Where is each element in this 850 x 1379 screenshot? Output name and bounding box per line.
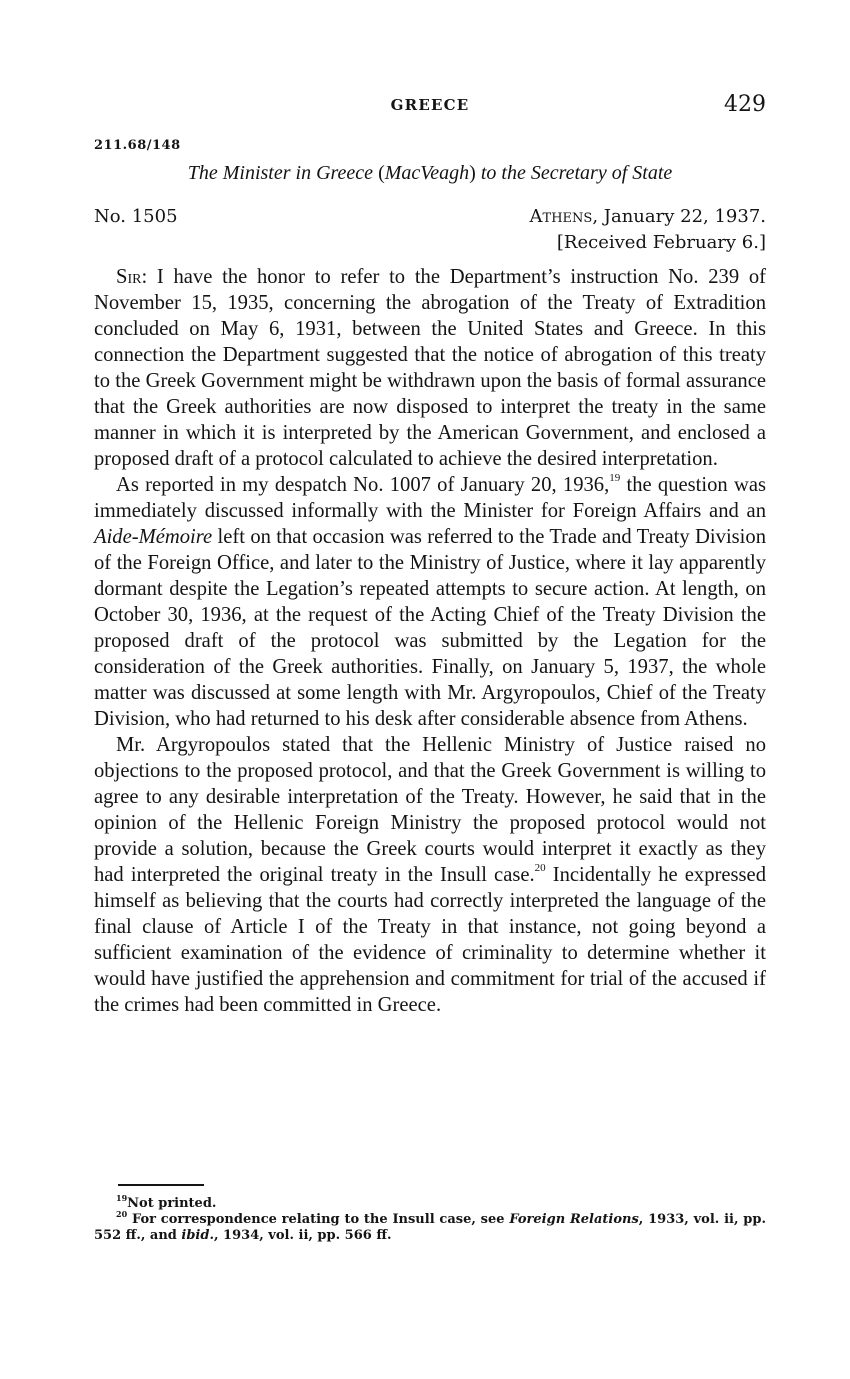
place-date [530, 206, 766, 227]
date: , January 22, 1937. [592, 206, 766, 227]
title-paren-open: ( [378, 162, 385, 184]
running-head [94, 92, 766, 120]
letter-body [94, 264, 766, 1018]
paragraph-3-text-b: Incidentally he expressed himself as believing that the courts had correctly interpreted the language of the final clause of Article I of the Treaty in that instance, not going beyond a sufficient examination of the evidence of criminality to determine whether it would have justified the apprehension and commitment for trial of the accused if the crimes had been committed in Greece. [94, 864, 766, 1016]
document-title [94, 162, 766, 185]
footnote-20-text-c: , 1934, vol. ii, pp. 566 ff. [214, 1228, 392, 1243]
footnote-20-text-a: For correspondence relating to the Insull case, see [131, 1212, 510, 1227]
footnote-ref-20: 20 [534, 862, 546, 875]
footnote-19-text: Not printed. [127, 1196, 217, 1211]
footnote-20-italic-2: ibid. [181, 1228, 214, 1243]
paragraph-1 [94, 264, 766, 472]
running-title: GREECE [390, 96, 470, 114]
footnote-20-italic-1: Foreign Relations [509, 1212, 639, 1227]
paragraph-2-text-c: left on that occasion was referred to the Trade and Treaty Division of the Foreign Office, and later to the Ministry of Justice, where it lay apparently dormant despite the Legation’s repeated attempts to secure action. At length, on October 30, 1936, at the request of the Acting Chief of the Treaty Division the proposed draft of the protocol was submitted by the Legation for the consideration of the Greek authorities. Finally, on January 5, 1937, the whole matter was discussed at some length with Mr. Argyropoulos, Chief of the Treaty Division, who had returned to his desk after considerable absence from Athens. [94, 526, 766, 730]
footnote-divider [118, 1184, 204, 1186]
footnote-ref-19: 19 [609, 472, 621, 485]
received-date: [Received February 6.] [556, 232, 766, 253]
title-part-1: The Minister in Greece [187, 162, 379, 184]
footnote-20 [94, 1208, 767, 1244]
footnote-19 [94, 1192, 766, 1212]
footnote-mark-19: 19 [116, 1192, 128, 1203]
title-paren-close: ) [469, 162, 476, 184]
footnote-20-text-b: , 1933, vol. ii, pp. 552 ff., and [94, 1212, 767, 1243]
paragraph-2 [94, 472, 766, 732]
page-number: 429 [724, 92, 766, 117]
paragraph-2-text-a: As reported in my despatch No. 1007 of January 20, 1936, [116, 474, 610, 496]
file-number: 211.68/148 [94, 138, 181, 153]
aide-memoire-term: Aide-Mémoire [94, 526, 213, 548]
title-part-2: to the Secretary of State [475, 162, 673, 184]
despatch-number: No. 1505 [94, 206, 178, 227]
paragraph-3-text-a: Mr. Argyropoulos stated that the Hellenic Ministry of Justice raised no objections to the proposed protocol, and that the Greek Government is willing to agree to any desirable interpretation of the Treaty. However, he said that in the opinion of the Hellenic Foreign Ministry the proposed protocol would not provide a solution, because the Greek courts would interpret it exactly as they had interpreted the original treaty in the Insull case. [94, 734, 766, 886]
salutation: Sir [116, 266, 142, 288]
paragraph-2-text-b: the question was immediately discussed informally with the Minister for Foreign Affairs and an [94, 474, 766, 522]
footnotes [94, 1192, 767, 1244]
paragraph-1-text: : I have the honor to refer to the Department’s instruction No. 239 of November 15, 1935, concerning the abrogation of the Treaty of Extradition concluded on May 6, 1931, between the United States and Greece. In this connection the Department suggested that the notice of abrogation of this treaty to the Greek Government might be withdrawn upon the basis of formal assurance that the Greek authorities are now disposed to interpret the treaty in the same manner in which it is interpreted by the American Government, and enclosed a proposed draft of a protocol calculated to achieve the desired interpretation. [94, 266, 766, 470]
footnote-mark-20: 20 [116, 1208, 128, 1219]
paragraph-3 [94, 732, 766, 1018]
place: Athens [529, 206, 593, 227]
title-name: MacVeagh [384, 162, 470, 184]
